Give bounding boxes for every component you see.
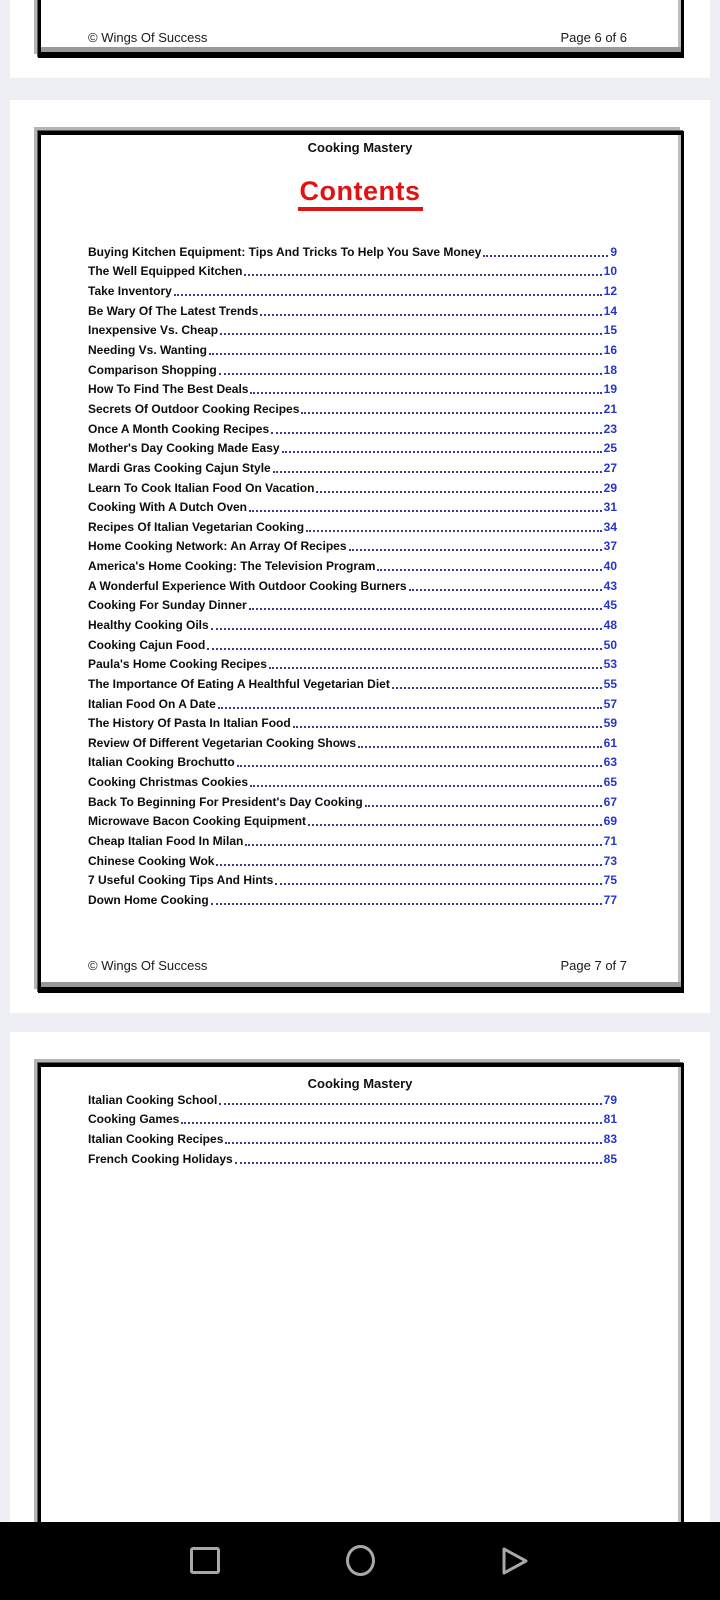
toc-entry-label: Cooking With A Dutch Oven (88, 500, 247, 515)
toc-entry-label: Italian Food On A Date (88, 696, 216, 711)
toc-entry-label: Cheap Italian Food In Milan (88, 834, 244, 849)
toc-entry-page-number: 55 (603, 676, 617, 691)
toc-entry-label: Back To Beginning For President's Day Cooking (88, 794, 363, 809)
toc-entry-page-number: 31 (603, 500, 617, 515)
toc-entry-page-number: 53 (603, 657, 617, 672)
toc-entry-label: Down Home Cooking (88, 892, 209, 907)
home-circle-icon[interactable] (346, 1545, 375, 1576)
toc-entry-label: Healthy Cooking Oils (88, 617, 209, 632)
toc-entry-page-number: 12 (603, 284, 617, 299)
toc-entry-page-number: 73 (603, 853, 617, 868)
toc-dotted-leader (181, 1122, 601, 1124)
footer-page-number: Page 7 of 7 (560, 958, 627, 973)
toc-dotted-leader (282, 451, 602, 453)
toc-entry-page-number: 37 (603, 539, 617, 554)
toc-entry[interactable] (88, 262, 617, 282)
toc-entry[interactable] (88, 1149, 617, 1169)
toc-entry-page-number: 69 (603, 814, 617, 829)
toc-entry-page-number: 65 (603, 775, 617, 790)
toc-entry[interactable] (88, 772, 617, 792)
toc-entry-label: Cooking For Sunday Dinner (88, 598, 247, 613)
toc-dotted-leader (174, 294, 602, 296)
toc-dotted-leader (218, 707, 602, 709)
toc-dotted-leader (392, 687, 602, 689)
toc-entry[interactable] (88, 871, 617, 891)
contents-title-wrap (10, 176, 710, 211)
table-of-contents-continued (88, 1090, 617, 1169)
toc-entry-label: Buying Kitchen Equipment: Tips And Tricks To Help You Save Money (88, 244, 482, 259)
toc-entry[interactable] (88, 478, 617, 498)
page-6-footer (88, 30, 627, 45)
toc-entry-page-number: 83 (603, 1132, 617, 1147)
toc-entry-page-number: 59 (603, 716, 617, 731)
toc-entry[interactable] (88, 890, 617, 910)
toc-entry-page-number: 10 (603, 264, 617, 279)
toc-dotted-leader (211, 628, 602, 630)
toc-entry[interactable] (88, 242, 617, 262)
toc-entry[interactable] (88, 458, 617, 478)
toc-entry[interactable] (88, 497, 617, 517)
toc-entry[interactable] (88, 674, 617, 694)
toc-entry-page-number: 48 (603, 617, 617, 632)
toc-entry-page-number: 67 (603, 794, 617, 809)
toc-entry-label: The Importance Of Eating A Healthful Vegetarian Diet (88, 676, 390, 691)
toc-entry-label: Learn To Cook Italian Food On Vacation (88, 480, 315, 495)
toc-entry-label: The Well Equipped Kitchen (88, 264, 243, 279)
toc-entry[interactable] (88, 596, 617, 616)
table-of-contents (88, 242, 617, 910)
footer-copyright: © Wings Of Success (88, 958, 208, 973)
toc-entry-label: Paula's Home Cooking Recipes (88, 657, 267, 672)
toc-dotted-leader (220, 333, 602, 335)
toc-dotted-leader (211, 903, 602, 905)
toc-entry-page-number: 40 (603, 559, 617, 574)
toc-dotted-leader (293, 726, 602, 728)
toc-entry[interactable] (88, 792, 617, 812)
toc-entry-label: Once A Month Cooking Recipes (88, 421, 270, 436)
toc-entry[interactable] (88, 654, 617, 674)
toc-dotted-leader (306, 530, 602, 532)
toc-entry-page-number: 71 (603, 834, 617, 849)
toc-entry[interactable] (88, 537, 617, 557)
toc-dotted-leader (216, 864, 601, 866)
toc-entry[interactable] (88, 556, 617, 576)
android-navigation-bar (0, 1522, 720, 1600)
footer-copyright: © Wings Of Success (88, 30, 208, 45)
toc-entry-label: Italian Cooking Recipes (88, 1132, 224, 1147)
toc-entry-label: French Cooking Holidays (88, 1151, 233, 1166)
toc-entry-label: Home Cooking Network: An Array Of Recipes (88, 539, 347, 554)
toc-dotted-leader (237, 765, 602, 767)
toc-entry-page-number: 61 (603, 735, 617, 750)
toc-dotted-leader (209, 353, 602, 355)
toc-entry[interactable] (88, 851, 617, 871)
toc-entry-label: Take Inventory (88, 284, 172, 299)
toc-entry-page-number: 14 (603, 303, 617, 318)
toc-entry-page-number: 43 (603, 578, 617, 593)
toc-entry[interactable] (88, 419, 617, 439)
toc-entry-page-number: 79 (603, 1092, 617, 1107)
toc-entry[interactable] (88, 694, 617, 714)
toc-entry-label: Inexpensive Vs. Cheap (88, 323, 219, 338)
toc-entry-label: Italian Cooking School (88, 1092, 218, 1107)
toc-entry-page-number: 57 (603, 696, 617, 711)
toc-dotted-leader (244, 274, 601, 276)
toc-dotted-leader (275, 883, 601, 885)
toc-dotted-leader (249, 510, 602, 512)
toc-entry[interactable] (88, 321, 617, 341)
toc-entry-label: Chinese Cooking Wok (88, 853, 215, 868)
toc-entry[interactable] (88, 1110, 617, 1130)
toc-entry-label: Secrets Of Outdoor Cooking Recipes (88, 401, 300, 416)
toc-entry[interactable] (88, 733, 617, 753)
toc-dotted-leader (219, 373, 602, 375)
toc-entry-label: How To Find The Best Deals (88, 382, 249, 397)
toc-dotted-leader (269, 667, 602, 669)
page-7-footer (88, 958, 627, 973)
toc-dotted-leader (273, 471, 602, 473)
toc-entry-label: Mardi Gras Cooking Cajun Style (88, 460, 271, 475)
back-triangle-icon[interactable] (500, 1545, 530, 1577)
toc-entry-page-number: 75 (603, 873, 617, 888)
toc-entry-label: Cooking Games (88, 1112, 180, 1127)
toc-dotted-leader (301, 412, 601, 414)
footer-page-number: Page 6 of 6 (560, 30, 627, 45)
toc-entry-page-number: 18 (603, 362, 617, 377)
toc-entry[interactable] (88, 281, 617, 301)
toc-entry[interactable] (88, 831, 617, 851)
toc-entry[interactable] (88, 576, 617, 596)
toc-entry[interactable] (88, 1129, 617, 1149)
toc-entry-page-number: 27 (603, 460, 617, 475)
toc-dotted-leader (308, 824, 602, 826)
toc-entry[interactable] (88, 340, 617, 360)
toc-dotted-leader (271, 432, 602, 434)
toc-entry-page-number: 15 (603, 323, 617, 338)
toc-entry-label: 7 Useful Cooking Tips And Hints (88, 873, 274, 888)
pdf-page-7 (10, 100, 710, 1013)
toc-dotted-leader (409, 589, 602, 591)
pdf-page-8 (10, 1032, 710, 1522)
toc-entry-page-number: 45 (603, 598, 617, 613)
toc-entry-label: A Wonderful Experience With Outdoor Cooking Burners (88, 578, 407, 593)
toc-dotted-leader (245, 844, 601, 846)
toc-entry-page-number: 16 (603, 343, 617, 358)
toc-entry[interactable] (88, 753, 617, 773)
document-header: Cooking Mastery (307, 1076, 413, 1091)
toc-entry-page-number: 85 (603, 1151, 617, 1166)
toc-entry-label: Mother's Day Cooking Made Easy (88, 441, 280, 456)
toc-dotted-leader (249, 608, 602, 610)
toc-entry-label: Cooking Christmas Cookies (88, 775, 249, 790)
toc-dotted-leader (483, 255, 608, 257)
toc-entry-page-number: 19 (603, 382, 617, 397)
toc-dotted-leader (260, 314, 601, 316)
toc-entry-label: The History Of Pasta In Italian Food (88, 716, 291, 731)
toc-entry-label: Needing Vs. Wanting (88, 343, 207, 358)
toc-entry[interactable] (88, 399, 617, 419)
toc-entry-page-number: 34 (603, 519, 617, 534)
toc-dotted-leader (377, 569, 601, 571)
toc-dotted-leader (207, 648, 601, 650)
toc-dotted-leader (358, 746, 602, 748)
toc-entry-page-number: 81 (603, 1112, 617, 1127)
toc-entry-label: Italian Cooking Brochutto (88, 755, 235, 770)
toc-entry[interactable] (88, 301, 617, 321)
toc-entry-label: Be Wary Of The Latest Trends (88, 303, 259, 318)
pdf-page-6 (10, 0, 710, 78)
contents-title: Contents (298, 176, 423, 211)
toc-entry-page-number: 25 (603, 441, 617, 456)
toc-entry-page-number: 77 (603, 892, 617, 907)
toc-entry-label: Comparison Shopping (88, 362, 217, 377)
toc-entry-page-number: 63 (603, 755, 617, 770)
toc-entry-label: America's Home Cooking: The Television Program (88, 559, 376, 574)
toc-entry[interactable] (88, 360, 617, 380)
toc-entry-page-number: 21 (603, 401, 617, 416)
toc-entry-label: Review Of Different Vegetarian Cooking Shows (88, 735, 357, 750)
toc-entry[interactable] (88, 615, 617, 635)
toc-dotted-leader (349, 549, 602, 551)
toc-entry-page-number: 29 (603, 480, 617, 495)
document-header: Cooking Mastery (307, 140, 413, 155)
toc-entry-page-number: 9 (610, 244, 617, 259)
toc-entry[interactable] (88, 438, 617, 458)
toc-dotted-leader (365, 805, 602, 807)
toc-entry-label: Microwave Bacon Cooking Equipment (88, 814, 307, 829)
toc-entry[interactable] (88, 812, 617, 832)
page-border-frame (38, 0, 684, 58)
toc-entry[interactable] (88, 517, 617, 537)
toc-entry-label: Cooking Cajun Food (88, 637, 206, 652)
toc-entry-page-number: 50 (603, 637, 617, 652)
toc-dotted-leader (235, 1162, 602, 1164)
toc-dotted-leader (316, 491, 601, 493)
toc-entry[interactable] (88, 713, 617, 733)
toc-entry[interactable] (88, 635, 617, 655)
toc-dotted-leader (225, 1142, 601, 1144)
toc-entry-label: Recipes Of Italian Vegetarian Cooking (88, 519, 305, 534)
toc-dotted-leader (250, 785, 602, 787)
toc-dotted-leader (250, 392, 601, 394)
toc-entry-page-number: 23 (603, 421, 617, 436)
toc-entry[interactable] (88, 1090, 617, 1110)
toc-dotted-leader (219, 1103, 601, 1105)
recents-square-icon[interactable] (190, 1547, 220, 1574)
toc-entry[interactable] (88, 379, 617, 399)
